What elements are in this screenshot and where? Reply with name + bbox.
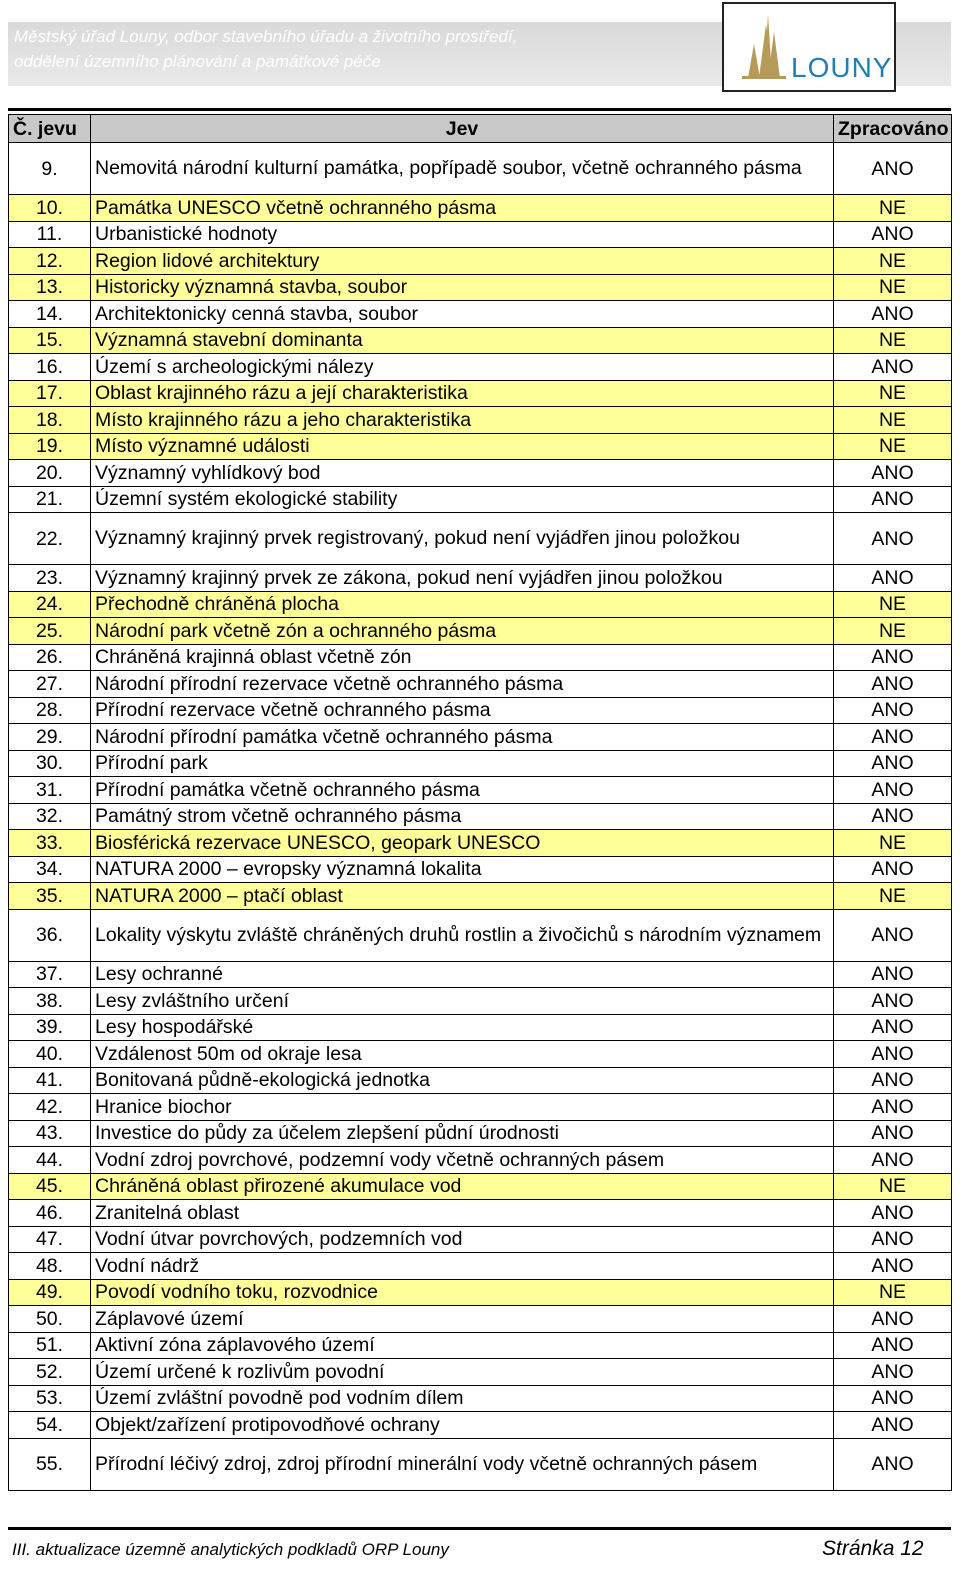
table-row — [9, 644, 952, 671]
row-number: 27. — [9, 671, 91, 698]
table-row — [9, 565, 952, 592]
row-number: 42. — [9, 1094, 91, 1121]
table-row — [9, 777, 952, 804]
table-row — [9, 195, 952, 222]
table-row — [9, 1438, 952, 1490]
row-status: NE — [834, 380, 952, 407]
row-status: NE — [834, 1279, 952, 1306]
row-jev-name: Územní systém ekologické stability — [91, 486, 834, 513]
row-status: ANO — [834, 671, 952, 698]
table-row — [9, 1306, 952, 1333]
row-number: 30. — [9, 750, 91, 777]
row-number: 21. — [9, 486, 91, 513]
table-row — [9, 143, 952, 195]
table-body — [9, 143, 952, 1491]
table-row — [9, 724, 952, 751]
bottom-rule — [8, 1527, 951, 1530]
row-number: 36. — [9, 909, 91, 961]
row-number: 16. — [9, 354, 91, 381]
row-status: ANO — [834, 724, 952, 751]
row-number: 26. — [9, 644, 91, 671]
row-status: NE — [834, 248, 952, 275]
header-cislo-jevu: Č. jevu — [9, 115, 91, 143]
table-row — [9, 591, 952, 618]
row-number: 47. — [9, 1226, 91, 1253]
row-jev-name: Vodní útvar povrchových, podzemních vod — [91, 1226, 834, 1253]
row-number: 18. — [9, 407, 91, 434]
row-jev-name: Vodní zdroj povrchové, podzemní vody včetně ochranných pásem — [91, 1147, 834, 1174]
row-status: ANO — [834, 354, 952, 381]
row-status: ANO — [834, 1359, 952, 1386]
row-status: ANO — [834, 1041, 952, 1068]
row-status: NE — [834, 274, 952, 301]
table-row — [9, 407, 952, 434]
row-number: 55. — [9, 1438, 91, 1490]
row-status: ANO — [834, 803, 952, 830]
row-jev-name: Přírodní rezervace včetně ochranného pásma — [91, 697, 834, 724]
row-number: 13. — [9, 274, 91, 301]
row-status: ANO — [834, 1067, 952, 1094]
row-jev-name: Urbanistické hodnoty — [91, 221, 834, 248]
row-jev-name: Významný vyhlídkový bod — [91, 460, 834, 487]
row-number: 14. — [9, 301, 91, 328]
row-status: NE — [834, 195, 952, 222]
row-number: 50. — [9, 1306, 91, 1333]
row-number: 52. — [9, 1359, 91, 1386]
row-status: ANO — [834, 1438, 952, 1490]
row-number: 25. — [9, 618, 91, 645]
table-row — [9, 1226, 952, 1253]
table-row — [9, 460, 952, 487]
row-number: 11. — [9, 221, 91, 248]
row-status: ANO — [834, 856, 952, 883]
row-status: ANO — [834, 697, 952, 724]
row-number: 9. — [9, 143, 91, 195]
row-status: ANO — [834, 486, 952, 513]
table-row — [9, 486, 952, 513]
row-jev-name: Hranice biochor — [91, 1094, 834, 1121]
row-number: 20. — [9, 460, 91, 487]
row-status: NE — [834, 883, 952, 910]
row-jev-name: Významná stavební dominanta — [91, 327, 834, 354]
table-row — [9, 1253, 952, 1280]
row-status: ANO — [834, 1147, 952, 1174]
table-row — [9, 803, 952, 830]
table-row — [9, 380, 952, 407]
row-number: 29. — [9, 724, 91, 751]
row-jev-name: Vzdálenost 50m od okraje lesa — [91, 1041, 834, 1068]
row-jev-name: NATURA 2000 – ptačí oblast — [91, 883, 834, 910]
row-status: ANO — [834, 644, 952, 671]
row-number: 10. — [9, 195, 91, 222]
row-number: 23. — [9, 565, 91, 592]
table-row — [9, 221, 952, 248]
table-row — [9, 1385, 952, 1412]
row-number: 12. — [9, 248, 91, 275]
table-row — [9, 909, 952, 961]
table-row — [9, 1200, 952, 1227]
row-status: ANO — [834, 1120, 952, 1147]
row-jev-name: NATURA 2000 – evropsky významná lokalita — [91, 856, 834, 883]
table-row — [9, 1279, 952, 1306]
row-status: ANO — [834, 1094, 952, 1121]
table-row — [9, 1014, 952, 1041]
table-row — [9, 988, 952, 1015]
row-number: 45. — [9, 1173, 91, 1200]
row-jev-name: Památka UNESCO včetně ochranného pásma — [91, 195, 834, 222]
logo-text: LOUNY — [791, 52, 893, 83]
row-jev-name: Přírodní památka včetně ochranného pásma — [91, 777, 834, 804]
table-row — [9, 1120, 952, 1147]
table-header-row — [9, 115, 952, 143]
row-number: 39. — [9, 1014, 91, 1041]
row-number: 41. — [9, 1067, 91, 1094]
row-number: 35. — [9, 883, 91, 910]
header-text — [14, 24, 517, 74]
row-number: 15. — [9, 327, 91, 354]
table-row — [9, 1412, 952, 1439]
row-jev-name: Přechodně chráněná plocha — [91, 591, 834, 618]
row-number: 51. — [9, 1332, 91, 1359]
row-status: ANO — [834, 1014, 952, 1041]
row-number: 54. — [9, 1412, 91, 1439]
row-jev-name: Biosférická rezervace UNESCO, geopark UNESCO — [91, 830, 834, 857]
row-jev-name: Chráněná krajinná oblast včetně zón — [91, 644, 834, 671]
row-jev-name: Přírodní léčivý zdroj, zdroj přírodní minerální vody včetně ochranných pásem — [91, 1438, 834, 1490]
row-jev-name: Významný krajinný prvek ze zákona, pokud není vyjádřen jinou položkou — [91, 565, 834, 592]
table-row — [9, 856, 952, 883]
row-jev-name: Historicky významná stavba, soubor — [91, 274, 834, 301]
table-row — [9, 618, 952, 645]
footer-title: III. aktualizace územně analytických podkladů ORP Louny — [12, 1540, 449, 1559]
row-status: ANO — [834, 961, 952, 988]
table-row — [9, 1359, 952, 1386]
row-status: ANO — [834, 777, 952, 804]
row-jev-name: Národní přírodní rezervace včetně ochranného pásma — [91, 671, 834, 698]
table-row — [9, 1067, 952, 1094]
row-jev-name: Území s archeologickými nálezy — [91, 354, 834, 381]
row-jev-name: Oblast krajinného rázu a její charakteristika — [91, 380, 834, 407]
table-row — [9, 1147, 952, 1174]
table-row — [9, 883, 952, 910]
row-status: NE — [834, 433, 952, 460]
row-status: ANO — [834, 1226, 952, 1253]
row-number: 43. — [9, 1120, 91, 1147]
row-status: NE — [834, 327, 952, 354]
row-status: NE — [834, 618, 952, 645]
row-status: ANO — [834, 1385, 952, 1412]
row-jev-name: Aktivní zóna záplavového území — [91, 1332, 834, 1359]
row-jev-name: Lesy ochranné — [91, 961, 834, 988]
row-number: 31. — [9, 777, 91, 804]
row-jev-name: Památný strom včetně ochranného pásma — [91, 803, 834, 830]
row-jev-name: Povodí vodního toku, rozvodnice — [91, 1279, 834, 1306]
row-status: ANO — [834, 1253, 952, 1280]
row-status: NE — [834, 830, 952, 857]
row-status: ANO — [834, 301, 952, 328]
top-rule — [8, 108, 951, 111]
header-line-2: oddělení územního plánování a památkové péče — [14, 52, 381, 71]
row-number: 32. — [9, 803, 91, 830]
jev-table — [8, 114, 952, 1491]
row-number: 44. — [9, 1147, 91, 1174]
row-jev-name: Objekt/zařízení protipovodňové ochrany — [91, 1412, 834, 1439]
row-status: ANO — [834, 1412, 952, 1439]
row-status: ANO — [834, 909, 952, 961]
row-status: NE — [834, 591, 952, 618]
header-zpracovano: Zpracováno — [834, 115, 952, 143]
row-number: 46. — [9, 1200, 91, 1227]
table-row — [9, 750, 952, 777]
row-jev-name: Region lidové architektury — [91, 248, 834, 275]
table-row — [9, 1094, 952, 1121]
header-line-1: Městský úřad Louny, odbor stavebního úřadu a životního prostředí, — [14, 27, 518, 46]
row-number: 40. — [9, 1041, 91, 1068]
row-status: ANO — [834, 988, 952, 1015]
row-status: ANO — [834, 1332, 952, 1359]
row-status: ANO — [834, 1200, 952, 1227]
row-jev-name: Architektonicky cenná stavba, soubor — [91, 301, 834, 328]
row-jev-name: Bonitovaná půdně-ekologická jednotka — [91, 1067, 834, 1094]
row-number: 48. — [9, 1253, 91, 1280]
table-row — [9, 433, 952, 460]
table-row — [9, 248, 952, 275]
row-status: NE — [834, 1173, 952, 1200]
row-status: ANO — [834, 750, 952, 777]
table-row — [9, 301, 952, 328]
row-jev-name: Přírodní park — [91, 750, 834, 777]
row-status: ANO — [834, 143, 952, 195]
table-row — [9, 697, 952, 724]
row-number: 33. — [9, 830, 91, 857]
row-status: ANO — [834, 565, 952, 592]
row-number: 19. — [9, 433, 91, 460]
table-row — [9, 671, 952, 698]
row-jev-name: Vodní nádrž — [91, 1253, 834, 1280]
row-jev-name: Území zvláštní povodně pod vodním dílem — [91, 1385, 834, 1412]
row-jev-name: Národní přírodní památka včetně ochranného pásma — [91, 724, 834, 751]
row-number: 53. — [9, 1385, 91, 1412]
table-row — [9, 354, 952, 381]
row-jev-name: Místo významné události — [91, 433, 834, 460]
row-jev-name: Lesy hospodářské — [91, 1014, 834, 1041]
row-number: 28. — [9, 697, 91, 724]
row-jev-name: Místo krajinného rázu a jeho charakteristika — [91, 407, 834, 434]
table-row — [9, 513, 952, 565]
table-row — [9, 1041, 952, 1068]
table-row — [9, 274, 952, 301]
row-number: 24. — [9, 591, 91, 618]
row-jev-name: Území určené k rozlivům povodní — [91, 1359, 834, 1386]
row-number: 17. — [9, 380, 91, 407]
table-row — [9, 1332, 952, 1359]
row-status: NE — [834, 407, 952, 434]
row-status: ANO — [834, 460, 952, 487]
row-jev-name: Lesy zvláštního určení — [91, 988, 834, 1015]
row-jev-name: Nemovitá národní kulturní památka, popřípadě soubor, včetně ochranného pásma — [91, 143, 834, 195]
row-status: ANO — [834, 513, 952, 565]
row-jev-name: Chráněná oblast přirozené akumulace vod — [91, 1173, 834, 1200]
row-status: ANO — [834, 1306, 952, 1333]
row-number: 34. — [9, 856, 91, 883]
row-jev-name: Záplavové území — [91, 1306, 834, 1333]
table-row — [9, 830, 952, 857]
row-jev-name: Zranitelná oblast — [91, 1200, 834, 1227]
row-jev-name: Významný krajinný prvek registrovaný, pokud není vyjádřen jinou položkou — [91, 513, 834, 565]
table-row — [9, 1173, 952, 1200]
table-row — [9, 961, 952, 988]
row-number: 49. — [9, 1279, 91, 1306]
table-row — [9, 327, 952, 354]
row-jev-name: Investice do půdy za účelem zlepšení půdní úrodnosti — [91, 1120, 834, 1147]
row-status: ANO — [834, 221, 952, 248]
row-jev-name: Lokality výskytu zvláště chráněných druhů rostlin a živočichů s národním významem — [91, 909, 834, 961]
row-jev-name: Národní park včetně zón a ochranného pásma — [91, 618, 834, 645]
row-number: 22. — [9, 513, 91, 565]
louny-logo — [722, 2, 896, 92]
row-number: 38. — [9, 988, 91, 1015]
page-number: Stránka 12 — [822, 1537, 924, 1560]
header-jev: Jev — [91, 115, 834, 143]
row-number: 37. — [9, 961, 91, 988]
